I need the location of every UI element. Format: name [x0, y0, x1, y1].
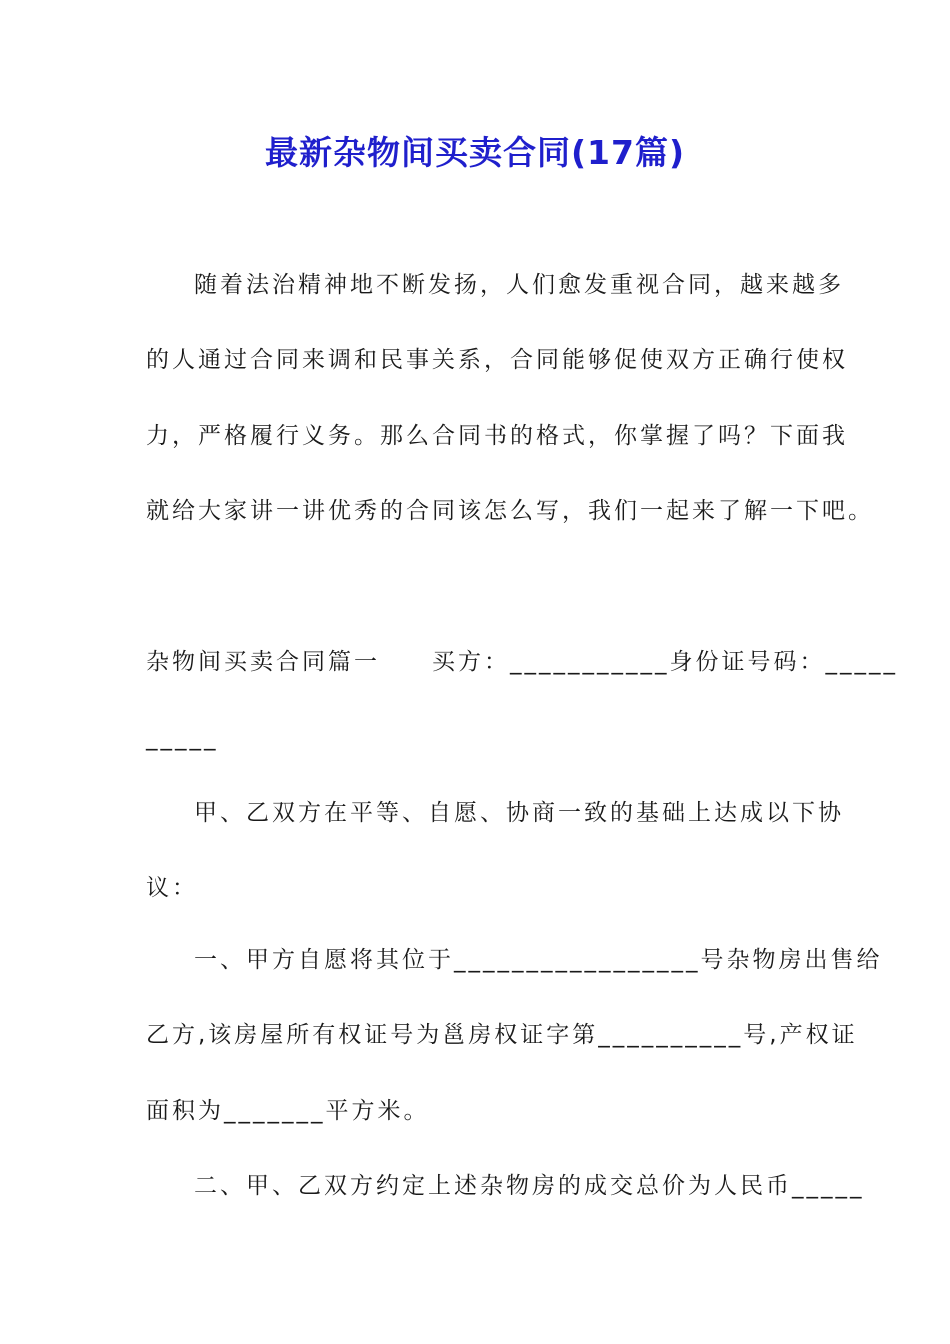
clause-line: 面积为_______平方米。 — [146, 1098, 430, 1124]
section-heading-line: 杂物间买卖合同篇一 买方：___________身份证号码：_____ — [146, 649, 898, 675]
document-title: 最新杂物间买卖合同(17篇) — [264, 133, 686, 172]
clause-line: 乙方,该房屋所有权证号为邕房权证字第__________号,产权证 — [146, 1022, 858, 1048]
paragraph-line: _____ — [146, 725, 219, 751]
paragraph-line: 力，严格履行义务。那么合同书的格式，你掌握了吗？下面我 — [146, 423, 848, 449]
paragraph-line: 就给大家讲一讲优秀的合同该怎么写，我们一起来了解一下吧。 — [146, 498, 874, 524]
paragraph-line: 的人通过合同来调和民事关系，合同能够促使双方正确行使权 — [146, 347, 848, 373]
paragraph-line: 随着法治精神地不断发扬，人们愈发重视合同，越来越多 — [194, 272, 844, 298]
clause-line: 一、甲方自愿将其位于_________________号杂物房出售给 — [194, 947, 883, 973]
paragraph-line: 议： — [146, 875, 198, 901]
paragraph-line: 甲、乙双方在平等、自愿、协商一致的基础上达成以下协 — [194, 800, 844, 826]
clause-line: 二、甲、乙双方约定上述杂物房的成交总价为人民币_____ — [194, 1173, 865, 1199]
